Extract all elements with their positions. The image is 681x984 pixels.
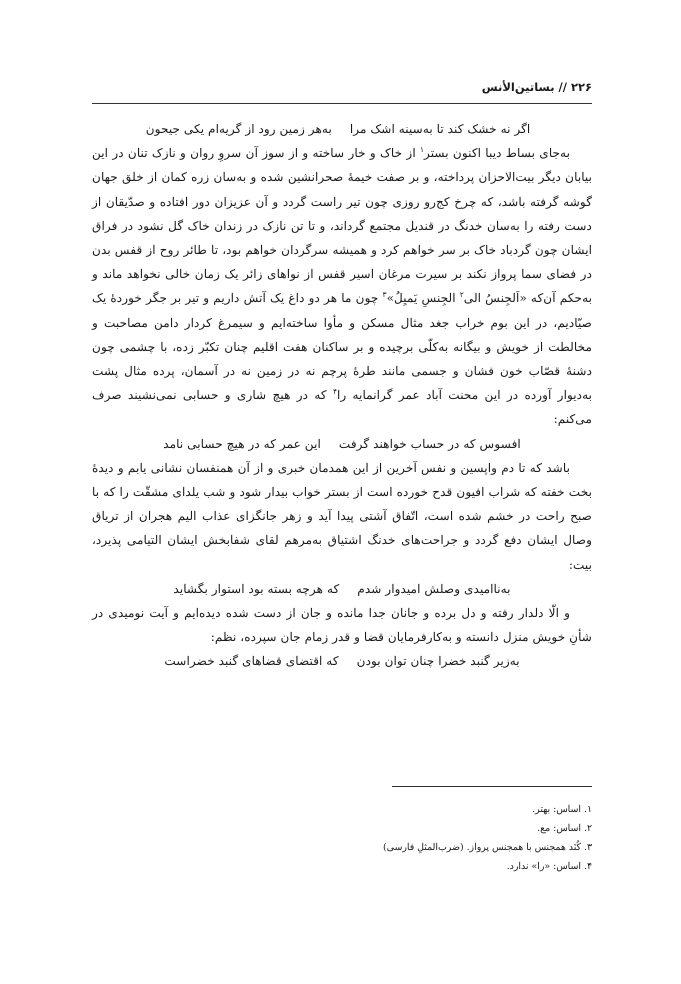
footnote-ref-1: ۱ — [419, 145, 424, 155]
footnote-rule — [392, 786, 592, 787]
footnote-ref-2: ۲ — [459, 290, 464, 300]
hemistich-left: که اقتضای قضاهای گنبد خضراست — [164, 654, 339, 669]
footnote-ref-4: ۴ — [332, 387, 337, 397]
paragraph-1 — [92, 141, 592, 431]
footnote-ref-3: ۳ — [382, 290, 387, 300]
verse-couplet-1 — [92, 117, 592, 141]
text-run: به‌جای بساط دیبا اکنون بستر — [424, 146, 570, 161]
footnotes — [92, 800, 592, 876]
text-run: چون ما هر دو داغ یک آتش داریم و تیر بر جگر خوردهٔ یک صیّادیم، در این بوم خراب جغد مثال مسکن و مأوا ساخته‌ایم و سیمرغ کردار دامن مصاحبت و مخالطت از خویش و بیگانه به‌کلّی برچیده و بر ساکنان هفت اقلیم چنان تکبّر زده، با چشمی چون دشنهٔ قصّاب خون فشان و جسمی مانند طرهٔ پرچم نه در زمین نه در آسمان، پرده مثال پشت به‌دیوار آورده در این محنت آباد عمر گرانمایه را — [92, 291, 592, 403]
verse-couplet-2 — [92, 432, 592, 456]
text-run: الجِنسِ یَمیِلُ» — [386, 291, 460, 306]
document-page — [92, 72, 592, 952]
hemistich-left: به‌هر زمین رود از گریه‌ام یکی جیحون — [145, 122, 332, 136]
hemistich-right: به‌زیر گنبد خضرا چنان توان بودن — [356, 654, 520, 669]
body-text — [92, 117, 592, 674]
hemistich-right: به‌ناامیدی وصلش امیدوار شدم — [357, 581, 511, 596]
running-header: ۲۲۶ // بساتین‌الأنس — [481, 80, 592, 94]
text-run: که در هیچ شاری و حسابی نمی‌نشیند صرف می‌کنم: — [92, 388, 592, 427]
hemistich-left: که هرچه بسته بود استوار بگشاید — [173, 581, 340, 596]
footnote-4: ۴. اساس: «را» ندارد. — [506, 861, 592, 872]
paragraph-3: و الّا دلدار رفته و دل برده و جانان جدا مانده و جان از دست شده دیده‌ایم و آیت نومیدی در شأنِ خویش منزل دانسته و به‌کارفرمایان قضا و قدر زمام جان سپرده، نظم: — [92, 606, 592, 645]
hemistich-left: این عمر که در هیچ حسابی نامد — [163, 436, 321, 451]
hemistich-right: افسوس که در حساب خواهند گرفت — [338, 436, 521, 451]
verse-couplet-4 — [92, 649, 592, 673]
hemistich-right: اگر نه خشک کند تا به‌سینه اشک مرا — [349, 122, 531, 136]
paragraph-2: باشد که تا دم واپسین و نفس آخرین از این همدمان خبری و از آن همنفسان نشانی یابم و دیدهٔ بخت خفته که شراب افیون قدح خورده است از بستر خواب بیدار شود و شب یلدای مشقّت را که با صبح راحت در خشم شده است، اتّفاق آشتی پیدا آید و زهر جانگزای عذاب الیم هجران از تریاق وصال ایشان دفع گردد و جراحت‌های خدنگ اشتیاق به‌مرهم لقای شفابخش ایشان التیامی پذیرد، بیت: — [92, 460, 592, 572]
header-rule — [92, 103, 592, 104]
verse-couplet-3 — [92, 577, 592, 601]
footnote-1: ۱. اساس: بهتر. — [532, 804, 592, 815]
text-run: از خاک و خار ساخته و از سوز آن سروِ روان و نازک تنان در این بیابان دیگر بیت‌الاحزان پرداخته، و بر صفت خیمهٔ صحرانشین شده و به‌سان زره کمان از خلق جهان گوشه گرفته باشد، که چرخ کج‌رو روزی چون تیر راست گردد و آن عزیزان دور افتاده و صدّیقان از دست رفته را به‌سان خدنگ در قندیل مجتمع گرداند، و تا تن نازک در زندان خاک گل نشود در فراق ایشان چون گردباد خاک بر سر خواهم کرد و همیشه سرگردان خواهم بود، تا طائر روح از قفس بدن در فضای سما پرواز نکند بر سیرت مرغان اسیر قفس از نواهای زائر یک زمان خالی نخواهد ماند و به‌حکم آن‌که «اَلجِنسُ الی — [92, 146, 592, 306]
footnote-2: ۲. اساس: مع. — [537, 823, 592, 834]
footnote-3: ۳. کُنَد همجنس با همجنس پرواز. (ضرب‌المثلِ فارسی) — [383, 842, 592, 853]
